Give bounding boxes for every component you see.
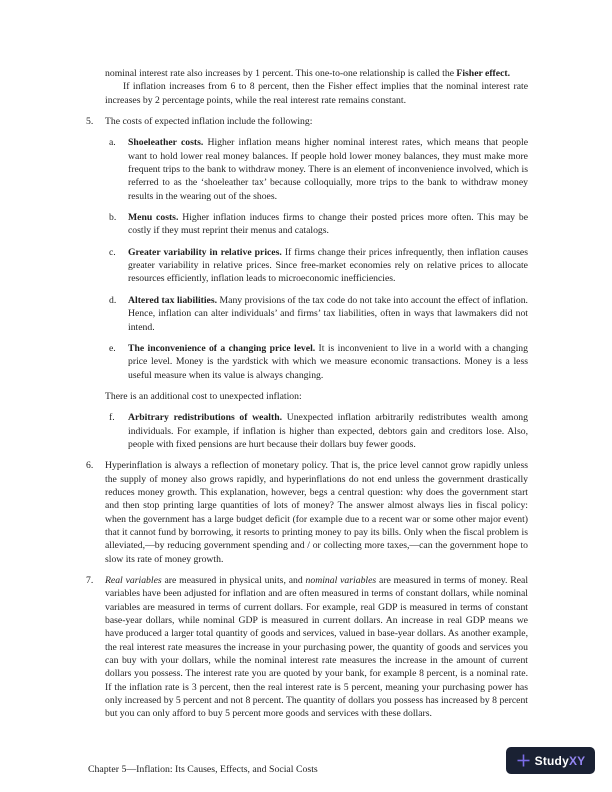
- logo-text: [535, 752, 586, 770]
- list-number: 6.: [86, 460, 94, 472]
- fisher-effect-text: nominal interest rate also increases by 1 percent. This one-to-one relationship is called the: [105, 68, 457, 79]
- sub-letter: c.: [109, 246, 116, 258]
- nominal-variables-term: nominal variables: [305, 575, 377, 586]
- sub-item-text: Higher inflation means higher nominal interest rates, which means that people want to hold lower real money balances. If people hold lower money balances, they must make more frequent trips to the bank to withdraw money. There is an element of inconvenience involved, which is referred to as the ‘shoeleather tax’ because colloquially, more trips to the bank to withdraw money results in the wearing out of the shoes.: [128, 137, 529, 202]
- list-item-6: [86, 459, 528, 566]
- fisher-effect-example: If inflation increases from 6 to 8 percent, then the Fisher effect implies that the nominal interest rate increases by 2 percentage points, while the real interest rate remains constant.: [105, 81, 528, 106]
- sub-item-b: [109, 211, 528, 238]
- sub-item-term: Arbitrary redistributions of wealth.: [128, 412, 283, 424]
- sub-item-text: Many provisions of the tax code do not take into account the effect of inflation. Hence, inflation can alter individuals’ and firms’ tax liabilities, often in ways that lawmakers did not intend.: [128, 294, 528, 333]
- list-number: 5.: [86, 116, 94, 128]
- sub-item-text: Higher inflation induces firms to change their posted prices more often. This may be costly if they must reprint their menus and catalogs.: [128, 212, 528, 237]
- item7-text: are measured in terms of money. Real variables have been adjusted for inflation and are often measured in terms of constant dollars, while nominal variables are measured in terms of current dollars. For example, real GDP is measured in terms of constant base-year dollars, while nominal GDP is measured in current dollars. An increase in real GDP means we have produced a larger total quantity of goods and services, valued in base-year dollars. As another example, the real interest rate measures the increase in your purchasing power, the quantity of goods and services you can buy with your dollars, while the nominal interest rate measures the increase in the amount of current dollars you possess. The interest rate you are quoted by your bank, for example 8 percent, is a nominal rate. If the inflation rate is 3 percent, then the real interest rate is 5 percent, meaning your purchasing power has only increased by 5 percent and not 8 percent. The quantity of dollars you possess has increased by 8 percent but you can only afford to buy 5 percent more goods and services with these dollars.: [105, 575, 529, 720]
- sub-letter: f.: [109, 412, 115, 424]
- sub-item-f: [109, 411, 528, 451]
- sub-item-text: It is inconvenient to live in a world with a changing price level. Money is the yardstick with which we measure economic transactions. Money is a less useful measure when its value is always changing.: [128, 342, 528, 381]
- item6-text: Hyperinflation is always a reflection of monetary policy. That is, the price level cannot grow rapidly unless the supply of money also grows rapidly, and hyperinflations do not end unless the government drastically reduces money growth. This explanation, however, begs a central question: why does the government start and then stop printing large quantities of lots of money? The answer almost always lies in fiscal policy: when the government has a large budget deficit (for example due to a recent war or some other major event) that it cannot fund by borrowing, it resorts to printing money to pay its bills. Only when the fiscal problem is alleviated,—by reducing government spending and / or collecting more taxes,—can the government hope to slow its rate of money growth.: [105, 460, 528, 565]
- sub-item-term: Altered tax liabilities.: [128, 294, 218, 306]
- sub-item-a: [109, 136, 528, 203]
- plus-icon: [516, 753, 531, 768]
- sub-letter: e.: [109, 342, 116, 354]
- fisher-effect-bold: Fisher effect.: [456, 68, 511, 79]
- sub-item-c: [109, 246, 528, 286]
- sub-item-d: [109, 294, 528, 334]
- sub-item-text: If firms change their prices infrequently, then inflation causes greater variability in relative prices. Since free-market economies rely on relative prices to allocate resources efficiently, inflation leads to microeconomic inefficiencies.: [128, 246, 529, 285]
- unexpected-inflation-note: There is an additional cost to unexpected inflation:: [105, 390, 302, 402]
- sub-item-term: Greater variability in relative prices.: [128, 246, 282, 258]
- item5-intro: The costs of expected inflation include the following:: [105, 116, 313, 128]
- real-variables-term: Real variables: [105, 575, 162, 586]
- list-item-7: 7. Real variables are measured in physical units, and nominal variables are measured in terms of money. Real variables have been adjusted for inflation and are often measured in terms of constant dollars, while nominal variables are measured in terms of current dollars. For example, real GDP is measured in terms of constant base-year dollars, while nominal GDP is measured in current dollars. An increase in real GDP means we have produced a larger total quantity of goods and services, valued in base-year dollars. As another example, the real interest rate measures the increase in your purchasing power, the quantity of goods and services you can buy with your dollars, while the nominal interest rate measures the increase in the amount of current dollars you possess. The interest rate you are quoted by your bank, for example 8 percent, is a nominal rate. If the inflation rate is 3 percent, then the real interest rate is 5 percent, meaning your purchasing power has only increased by 5 percent and not 8 percent. The quantity of dollars you possess has increased by 8 percent but you can only afford to buy 5 percent more goods and services with these dollars.: [86, 575, 529, 720]
- list-number: 7.: [86, 575, 94, 586]
- sub-item-term: The inconvenience of a changing price level.: [128, 342, 316, 354]
- fisher-effect-line: [105, 67, 528, 80]
- studyxy-logo: [506, 747, 595, 774]
- list-item-5: [86, 115, 528, 128]
- sub-letter: a.: [109, 137, 116, 149]
- sub-item-text: Unexpected inflation arbitrarily redistributes wealth among individuals. For example, if inflation is higher than expected, debtors gain and creditors lose. Also, people with fixed pensions are hurt because their dollars buy fewer goods.: [128, 412, 528, 450]
- page-content: [86, 67, 528, 729]
- logo-study-text: Study: [534, 753, 569, 768]
- sub-item-term: Menu costs.: [128, 212, 179, 224]
- paragraph-fisher-effect: [105, 67, 528, 107]
- sub-item-term: Shoeleather costs.: [128, 137, 204, 149]
- page-footer: Chapter 5—Inflation: Its Causes, Effects, and Social Costs: [88, 764, 318, 775]
- sub-item-e: [109, 342, 528, 382]
- sub-letter: b.: [109, 212, 117, 224]
- sub-letter: d.: [109, 294, 117, 306]
- logo-xy-text: XY: [568, 753, 586, 768]
